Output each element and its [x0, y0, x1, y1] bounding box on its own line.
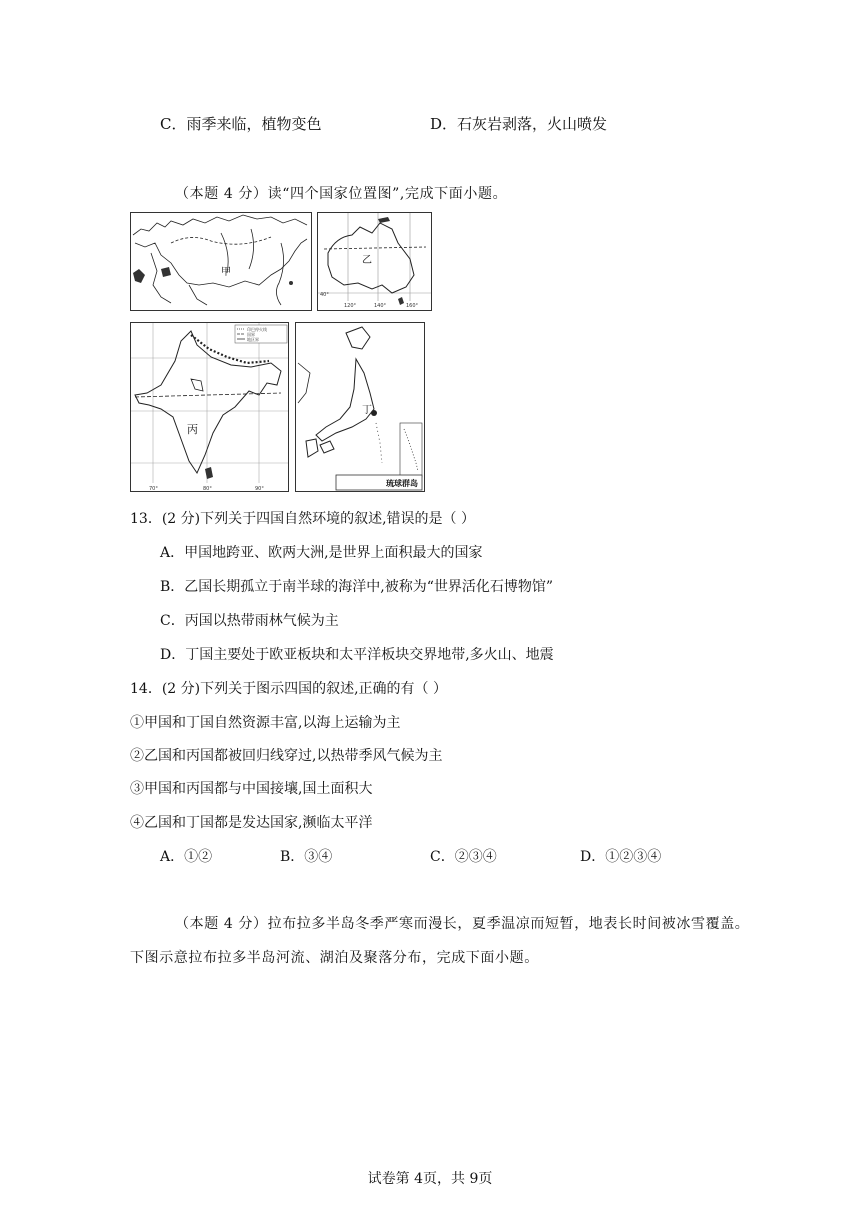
legend-border: 国界: [247, 332, 255, 337]
japan-map-graphic: [296, 323, 424, 491]
map-label-jia: 甲: [221, 267, 231, 278]
legend-region-border: 地区界: [247, 337, 259, 342]
q13-option-b: B．乙国长期孤立于南半球的海洋中,被称为“世界活化石博物馆”: [160, 579, 554, 595]
next-intro-line-2: 下图示意拉布拉多半岛河流、湖泊及聚落分布，完成下面小题。: [130, 950, 539, 966]
map-ding: [295, 322, 425, 492]
next-intro-line-1: （本题 4 分）拉布拉多半岛冬季严寒而漫长，夏季温凉而短暂，地表长时间被冰雪覆盖。: [175, 916, 750, 932]
inset-label-ryukyu: 琉球群岛: [386, 479, 418, 488]
page-footer: 试卷第 4页，共 9页: [367, 1171, 493, 1187]
q14-option-b: B．③④: [280, 849, 333, 865]
q13-stem: 13．(2 分)下列关于四国自然环境的叙述,错误的是（ ）: [130, 511, 475, 527]
map-label-bing: 丙: [187, 423, 198, 436]
legend-ceasefire-line: 印巴停火线: [247, 327, 267, 332]
tick-90: 90°: [255, 486, 264, 491]
q14-statement-4: ④乙国和丁国都是发达国家,濒临太平洋: [130, 815, 373, 831]
australia-map-graphic: [318, 213, 431, 310]
q14-option-c: C．②③④: [430, 849, 497, 865]
q13-option-c: C．丙国以热带雨林气候为主: [160, 613, 339, 629]
tick-120: 120°: [344, 303, 357, 309]
tick-140: 140°: [374, 303, 387, 309]
q14-statement-3: ③甲国和丙国都与中国接壤,国土面积大: [130, 781, 373, 797]
q14-stem: 14．(2 分)下列关于图示四国的叙述,正确的有（ ）: [130, 681, 447, 697]
map-label-yi: 乙: [362, 255, 372, 266]
q13-option-a: A．甲国地跨亚、欧两大洲,是世界上面积最大的国家: [160, 545, 483, 561]
tick-70: 70°: [149, 486, 158, 491]
q12-option-d: D．石灰岩剥落，火山喷发: [430, 115, 608, 133]
russia-map-graphic: [131, 213, 311, 310]
india-map-graphic: [131, 323, 288, 491]
tick-80: 80°: [203, 486, 212, 491]
map-label-ding: 丁: [362, 405, 372, 416]
q14-statement-2: ②乙国和丙国都被回归线穿过,以热带季风气候为主: [130, 748, 443, 764]
q14-option-a: A．①②: [160, 849, 213, 865]
q14-option-d: D．①②③④: [580, 849, 662, 865]
tick-40: 40°: [320, 292, 329, 298]
q14-statement-1: ①甲国和丁国自然资源丰富,以海上运输为主: [130, 715, 401, 731]
q13-option-d: D．丁国主要处于欧亚板块和太平洋板块交界地带,多火山、地震: [160, 647, 554, 663]
map-jia: [130, 212, 312, 311]
map-bing: [130, 322, 289, 492]
q12-option-c: C．雨季来临，植物变色: [160, 115, 322, 133]
tick-160: 160°: [406, 303, 419, 309]
map-yi: [317, 212, 432, 311]
section-intro: （本题 4 分）读“四个国家位置图”,完成下面小题。: [175, 186, 508, 202]
